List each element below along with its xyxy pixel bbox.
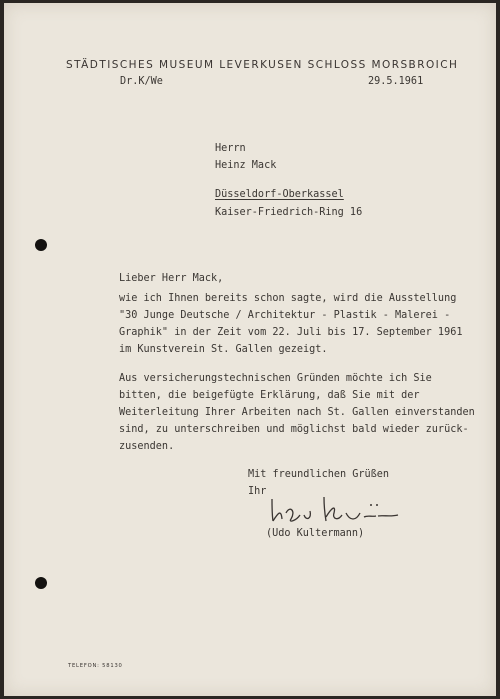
- recipient-title: Herrn: [215, 143, 246, 154]
- paragraph-line: Aus versicherungstechnischen Gründen möchte ich Sie: [119, 373, 432, 384]
- letter-date: 29.5.1961: [368, 76, 424, 87]
- paragraph-line: "30 Junge Deutsche / Architektur - Plastik - Malerei -: [119, 310, 451, 321]
- recipient-name: Heinz Mack: [215, 160, 277, 171]
- recipient-city: Düsseldorf-Oberkassel: [215, 189, 344, 200]
- closing-ihr: Ihr: [248, 486, 267, 497]
- punch-hole-top: [35, 239, 47, 251]
- closing-regards: Mit freundlichen Grüßen: [248, 469, 390, 480]
- footer-telephone: TELEFON: 58130: [68, 663, 123, 669]
- greeting: Lieber Herr Mack,: [119, 273, 224, 284]
- paragraph-line: wie ich Ihnen bereits schon sagte, wird die Ausstellung: [119, 293, 457, 304]
- handwritten-signature: [266, 491, 406, 525]
- punch-hole-bottom: [35, 577, 47, 589]
- paragraph-line: Graphik" in der Zeit vom 22. Juli bis 17. September 1961: [119, 327, 463, 338]
- signer-name: (Udo Kultermann): [266, 528, 365, 539]
- letter-sheet: [4, 3, 496, 696]
- paragraph-line: im Kunstverein St. Gallen gezeigt.: [119, 344, 328, 355]
- paragraph-line: sind, zu unterschreiben und möglichst bald wieder zurück-: [119, 424, 469, 435]
- paragraph-line: Weiterleitung Ihrer Arbeiten nach St. Gallen einverstanden: [119, 407, 475, 418]
- paragraph-line: bitten, die beigefügte Erklärung, daß Sie mit der: [119, 390, 420, 401]
- letterhead-institution: STÄDTISCHES MUSEUM LEVERKUSEN SCHLOSS MORSBROICH: [66, 59, 459, 71]
- paragraph-line: zusenden.: [119, 441, 175, 452]
- reference-code: Dr.K/We: [120, 76, 163, 87]
- recipient-street: Kaiser-Friedrich-Ring 16: [215, 207, 363, 218]
